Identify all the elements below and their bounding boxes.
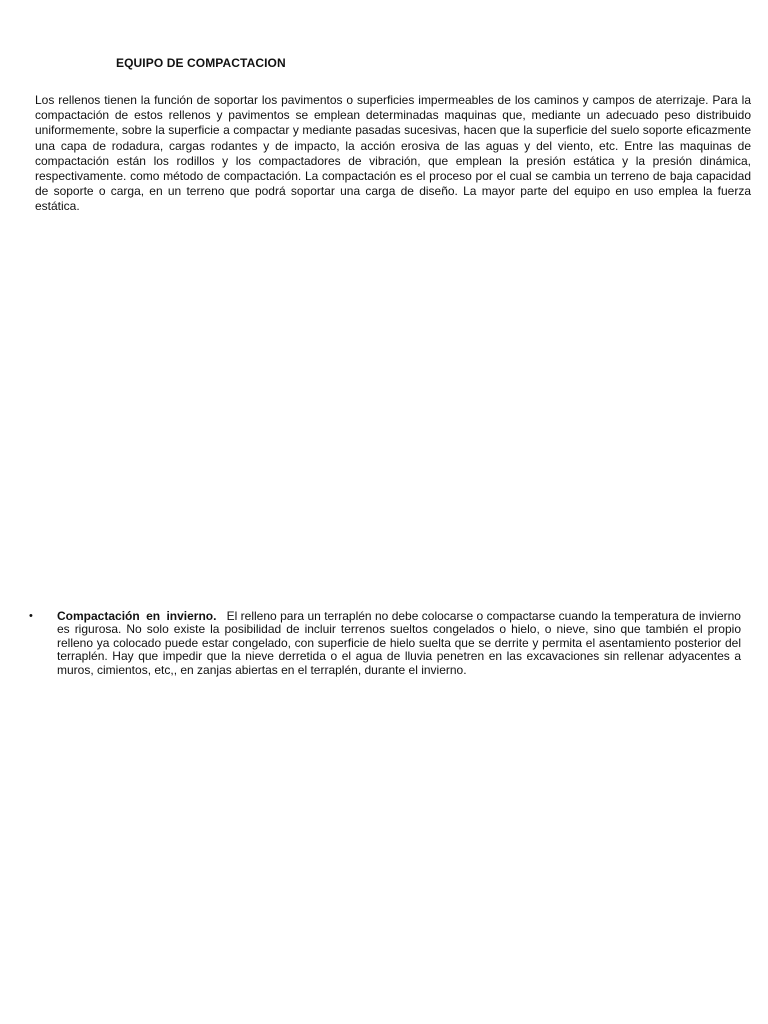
bullet-marker: • (29, 610, 33, 622)
document-title: EQUIPO DE COMPACTACION (116, 56, 286, 70)
bullet-body: El relleno para un terraplén no debe colocarse o compactarse cuando la temperatura de invierno es rigurosa. No solo existe la posibilidad de incluir terrenos sueltos congelados o hielo, o nieve, sino que también el propio relleno ya colocado puede estar congelado, con superficie de hielo suelta que se derrite y permita el asentamiento posterior del terraplén. Hay que impedir que la nieve derretida o el agua de lluvia penetren en las excavaciones sin rellenar adyacentes a muros, cimientos, etc,, en zanjas abiertas en el terraplén, durante el invierno. (57, 609, 741, 677)
bullet-paragraph (57, 610, 741, 677)
intro-paragraph: Los rellenos tienen la función de soportar los pavimentos o superficies impermeables de los caminos y campos de aterrizaje. Para la compactación de estos rellenos y pavimentos se emplean determinadas maquinas que, mediante un adecuado peso distribuido uniformemente, sobre la superficie a compactar y mediante pasadas sucesivas, hacen que la superficie del suelo soporte eficazmente una capa de rodadura, cargas rodantes y de impacto, la acción erosiva de las aguas y del viento, etc. Entre las maquinas de compactación están los rodillos y los compactadores de vibración, que emplean la presión estática y la presión dinámica, respectivamente. como método de compactación. La compactación es el proceso por el cual se cambia un terreno de baja capacidad de soporte o carga, en un terreno que podrá soportar una carga de diseño. La mayor parte del equipo en uso emplea la fuerza estática. (35, 93, 751, 214)
bullet-heading: Compactación en invierno. (57, 609, 217, 623)
